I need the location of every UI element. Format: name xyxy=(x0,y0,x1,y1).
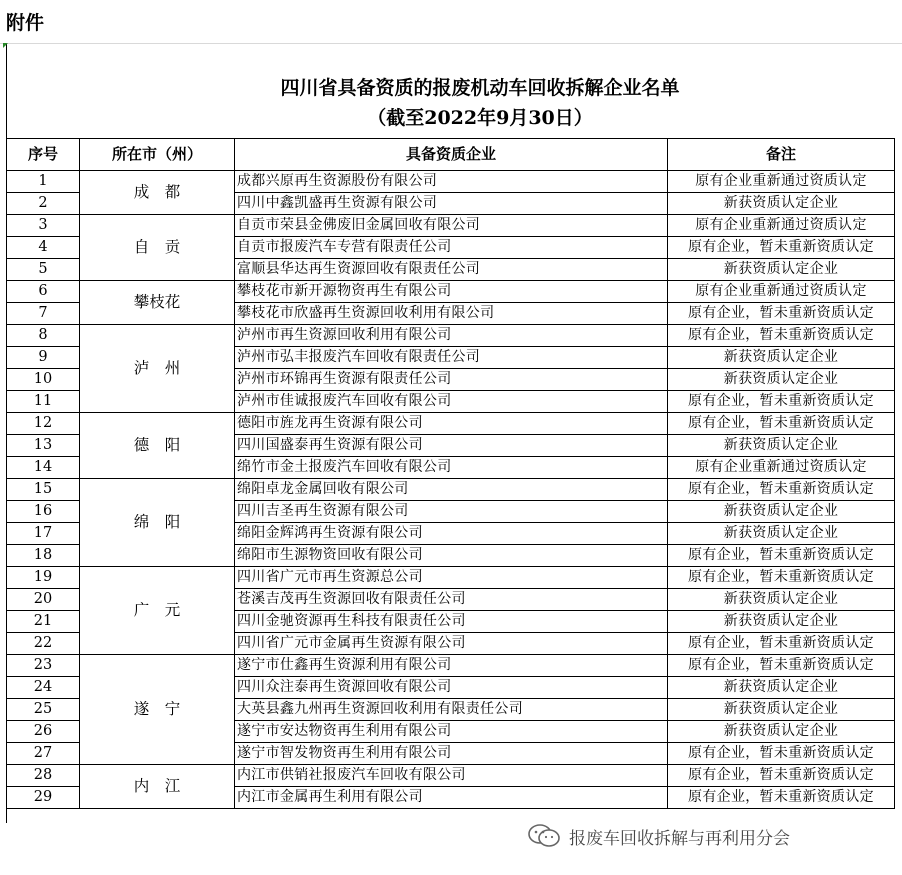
table-row xyxy=(7,215,895,237)
company-name: 绵阳卓龙金属回收有限公司 xyxy=(235,479,668,501)
row-number: 4 xyxy=(7,237,80,259)
company-name: 四川省广元市金属再生资源有限公司 xyxy=(235,633,668,655)
table-row xyxy=(7,567,895,589)
company-name: 四川中鑫凯盛再生资源有限公司 xyxy=(235,193,668,215)
city-cell: 遂 宁 xyxy=(80,655,235,765)
company-name: 攀枝花市新开源物资再生有限公司 xyxy=(235,281,668,303)
company-name: 四川省广元市再生资源总公司 xyxy=(235,567,668,589)
row-number: 23 xyxy=(7,655,80,677)
table-header-row xyxy=(7,139,895,171)
row-number: 29 xyxy=(7,787,80,809)
company-name: 内江市供销社报废汽车回收有限公司 xyxy=(235,765,668,787)
row-number: 2 xyxy=(7,193,80,215)
row-number: 6 xyxy=(7,281,80,303)
company-name: 自贡市荣县金佛废旧金属回收有限公司 xyxy=(235,215,668,237)
company-name: 泸州市再生资源回收利用有限公司 xyxy=(235,325,668,347)
row-number: 19 xyxy=(7,567,80,589)
remark: 新获资质认定企业 xyxy=(668,347,895,369)
remark: 新获资质认定企业 xyxy=(668,589,895,611)
row-number: 14 xyxy=(7,457,80,479)
company-name: 遂宁市仕鑫再生资源利用有限公司 xyxy=(235,655,668,677)
city-cell: 绵 阳 xyxy=(80,479,235,567)
row-number: 9 xyxy=(7,347,80,369)
company-name: 遂宁市安达物资再生利用有限公司 xyxy=(235,721,668,743)
row-number: 10 xyxy=(7,369,80,391)
remark: 原有企业，暂未重新资质认定 xyxy=(668,391,895,413)
row-number: 25 xyxy=(7,699,80,721)
company-name: 四川众注泰再生资源回收有限公司 xyxy=(235,677,668,699)
remark: 原有企业重新通过资质认定 xyxy=(668,457,895,479)
company-name: 成都兴原再生资源股份有限公司 xyxy=(235,171,668,193)
remark: 新获资质认定企业 xyxy=(668,721,895,743)
company-name: 内江市金属再生利用有限公司 xyxy=(235,787,668,809)
city-cell: 自 贡 xyxy=(80,215,235,281)
city-cell: 内 江 xyxy=(80,765,235,809)
table-row xyxy=(7,325,895,347)
company-name: 遂宁市智发物资再生利用有限公司 xyxy=(235,743,668,765)
row-number: 8 xyxy=(7,325,80,347)
remark: 新获资质认定企业 xyxy=(668,259,895,281)
attachment-label: 附件 xyxy=(6,12,45,34)
header-company: 具备资质企业 xyxy=(235,139,668,171)
remark: 新获资质认定企业 xyxy=(668,699,895,721)
document-subtitle: （截至2022年9月30日） xyxy=(367,107,593,129)
company-name: 四川金驰资源再生科技有限责任公司 xyxy=(235,611,668,633)
remark: 原有企业，暂未重新资质认定 xyxy=(668,413,895,435)
row-number: 22 xyxy=(7,633,80,655)
remark: 原有企业重新通过资质认定 xyxy=(668,171,895,193)
company-table xyxy=(6,138,895,809)
row-number: 3 xyxy=(7,215,80,237)
company-name: 苍溪吉茂再生资源回收有限责任公司 xyxy=(235,589,668,611)
company-name: 四川吉圣再生资源有限公司 xyxy=(235,501,668,523)
remark: 原有企业，暂未重新资质认定 xyxy=(668,545,895,567)
watermark-text: 报废车回收拆解与再利用分会 xyxy=(569,828,790,849)
header-divider xyxy=(0,43,902,44)
company-name: 泸州市佳诚报废汽车回收有限公司 xyxy=(235,391,668,413)
remark: 原有企业，暂未重新资质认定 xyxy=(668,237,895,259)
document-title: 四川省具备资质的报废机动车回收拆解企业名单 xyxy=(280,77,680,99)
company-name: 大英县鑫九州再生资源回收利用有限责任公司 xyxy=(235,699,668,721)
remark: 原有企业重新通过资质认定 xyxy=(668,281,895,303)
row-number: 13 xyxy=(7,435,80,457)
row-number: 26 xyxy=(7,721,80,743)
row-number: 27 xyxy=(7,743,80,765)
cell-corner-marker xyxy=(3,43,8,48)
company-name: 富顺县华达再生资源回收有限责任公司 xyxy=(235,259,668,281)
remark: 新获资质认定企业 xyxy=(668,435,895,457)
row-number: 1 xyxy=(7,171,80,193)
company-name: 绵竹市金土报废汽车回收有限公司 xyxy=(235,457,668,479)
row-number: 16 xyxy=(7,501,80,523)
row-number: 17 xyxy=(7,523,80,545)
city-cell: 成 都 xyxy=(80,171,235,215)
company-name: 绵阳市生源物资回收有限公司 xyxy=(235,545,668,567)
row-number: 7 xyxy=(7,303,80,325)
company-name: 自贡市报废汽车专营有限责任公司 xyxy=(235,237,668,259)
city-cell: 泸 州 xyxy=(80,325,235,413)
row-number: 5 xyxy=(7,259,80,281)
remark: 原有企业，暂未重新资质认定 xyxy=(668,303,895,325)
remark: 新获资质认定企业 xyxy=(668,523,895,545)
remark: 新获资质认定企业 xyxy=(668,193,895,215)
header-no: 序号 xyxy=(7,139,80,171)
city-cell: 德 阳 xyxy=(80,413,235,479)
remark: 原有企业，暂未重新资质认定 xyxy=(668,479,895,501)
remark: 原有企业，暂未重新资质认定 xyxy=(668,765,895,787)
remark: 原有企业，暂未重新资质认定 xyxy=(668,567,895,589)
row-number: 28 xyxy=(7,765,80,787)
table-row xyxy=(7,171,895,193)
table-row xyxy=(7,479,895,501)
row-number: 11 xyxy=(7,391,80,413)
header-note: 备注 xyxy=(668,139,895,171)
remark: 原有企业，暂未重新资质认定 xyxy=(668,655,895,677)
table-row xyxy=(7,655,895,677)
table-row xyxy=(7,413,895,435)
remark: 原有企业，暂未重新资质认定 xyxy=(668,633,895,655)
remark: 原有企业，暂未重新资质认定 xyxy=(668,743,895,765)
table-body xyxy=(7,171,895,809)
wechat-icon xyxy=(527,823,561,849)
remark: 原有企业，暂未重新资质认定 xyxy=(668,325,895,347)
company-name: 泸州市弘丰报废汽车回收有限责任公司 xyxy=(235,347,668,369)
header-city: 所在市（州） xyxy=(80,139,235,171)
company-name: 德阳市旌龙再生资源有限公司 xyxy=(235,413,668,435)
row-number: 20 xyxy=(7,589,80,611)
row-number: 24 xyxy=(7,677,80,699)
watermark xyxy=(527,818,790,854)
row-number: 18 xyxy=(7,545,80,567)
remark: 新获资质认定企业 xyxy=(668,611,895,633)
city-cell: 攀枝花 xyxy=(80,281,235,325)
company-name: 攀枝花市欣盛再生资源回收利用有限公司 xyxy=(235,303,668,325)
table-row xyxy=(7,765,895,787)
row-number: 12 xyxy=(7,413,80,435)
remark: 原有企业，暂未重新资质认定 xyxy=(668,787,895,809)
remark: 原有企业重新通过资质认定 xyxy=(668,215,895,237)
remark: 新获资质认定企业 xyxy=(668,501,895,523)
row-number: 21 xyxy=(7,611,80,633)
row-number: 15 xyxy=(7,479,80,501)
company-name: 泸州市环锦再生资源有限责任公司 xyxy=(235,369,668,391)
remark: 新获资质认定企业 xyxy=(668,677,895,699)
table-row xyxy=(7,281,895,303)
remark: 新获资质认定企业 xyxy=(668,369,895,391)
company-name: 绵阳金辉鸿再生资源有限公司 xyxy=(235,523,668,545)
company-name: 四川国盛泰再生资源有限公司 xyxy=(235,435,668,457)
city-cell: 广 元 xyxy=(80,567,235,655)
